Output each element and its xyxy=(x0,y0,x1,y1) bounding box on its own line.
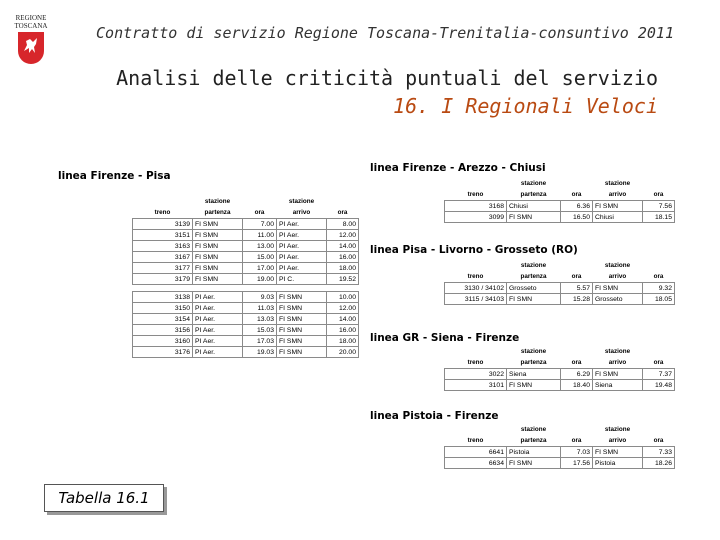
col-header-stazione-partenza xyxy=(507,346,561,369)
col-header-ora: ora xyxy=(337,209,348,216)
cell-ora-partenza: 16.50 xyxy=(561,212,593,223)
col-header-ora: ora xyxy=(254,209,265,216)
col-header-stazione-arrivo xyxy=(593,346,643,369)
table-row xyxy=(133,336,359,347)
cell-treno: 6641 xyxy=(445,447,507,458)
section-title-pistoia-firenze: linea Pistoia - Firenze xyxy=(370,410,499,422)
table-row xyxy=(133,347,359,358)
timetable-pistoia-firenze xyxy=(444,424,675,469)
cell-stazione-partenza: FI SMN xyxy=(507,294,561,305)
timetable-pisa-livorno-grosseto xyxy=(444,260,675,305)
table-row xyxy=(445,294,675,305)
cell-treno: 3115 / 34103 xyxy=(445,294,507,305)
cell-ora-arrivo: 7.56 xyxy=(643,201,675,212)
section-title-gr-siena-firenze: linea GR - Siena - Firenze xyxy=(370,332,520,344)
col-header-ora: ora xyxy=(571,437,582,444)
cell-stazione-partenza: FI SMN xyxy=(193,263,243,274)
cell-treno: 3022 xyxy=(445,369,507,380)
cell-treno: 3138 xyxy=(133,292,193,303)
cell-stazione-arrivo: PI Aer. xyxy=(277,252,327,263)
cell-stazione-arrivo: FI SMN xyxy=(277,325,327,336)
cell-stazione-partenza: Siena xyxy=(507,369,561,380)
cell-stazione-arrivo: Siena xyxy=(593,380,643,391)
col-header-arrivo: arrivo xyxy=(608,191,627,198)
cell-stazione-partenza: PI Aer. xyxy=(193,314,243,325)
cell-treno: 3176 xyxy=(133,347,193,358)
table-row xyxy=(445,369,675,380)
cell-treno: 3150 xyxy=(133,303,193,314)
cell-treno: 3130 / 34102 xyxy=(445,283,507,294)
cell-treno: 3101 xyxy=(445,380,507,391)
col-header-stazione: stazione xyxy=(288,198,315,205)
cell-stazione-partenza: FI SMN xyxy=(507,212,561,223)
col-header-treno: treno xyxy=(467,273,484,280)
cell-stazione-arrivo: PI Aer. xyxy=(277,230,327,241)
cell-ora-partenza: 17.00 xyxy=(243,263,277,274)
section-title-pisa-livorno-grosseto: linea Pisa - Livorno - Grosseto (RO) xyxy=(370,244,578,256)
cell-ora-partenza: 19.03 xyxy=(243,347,277,358)
cell-stazione-partenza: Pistoia xyxy=(507,447,561,458)
cell-stazione-partenza: FI SMN xyxy=(193,230,243,241)
page-title: Analisi delle criticità puntuali del servizio xyxy=(116,66,658,90)
cell-ora-arrivo: 19.48 xyxy=(643,380,675,391)
col-header-stazione: stazione xyxy=(604,262,631,269)
table-row xyxy=(133,292,359,303)
cell-ora-partenza: 15.00 xyxy=(243,252,277,263)
cell-ora-arrivo: 12.00 xyxy=(327,303,359,314)
cell-treno: 3168 xyxy=(445,201,507,212)
cell-stazione-partenza: FI SMN xyxy=(193,274,243,285)
col-header-stazione: stazione xyxy=(520,180,547,187)
cell-stazione-partenza: FI SMN xyxy=(507,458,561,469)
cell-treno: 3154 xyxy=(133,314,193,325)
tabella-label: Tabella 16.1 xyxy=(44,484,164,512)
col-header-stazione: stazione xyxy=(520,426,547,433)
cell-ora-partenza: 17.03 xyxy=(243,336,277,347)
table-row xyxy=(445,447,675,458)
col-header-ora: ora xyxy=(571,359,582,366)
cell-treno: 3167 xyxy=(133,252,193,263)
cell-ora-arrivo: 9.32 xyxy=(643,283,675,294)
col-header-stazione-partenza xyxy=(507,178,561,201)
col-header-ora: ora xyxy=(571,191,582,198)
col-header-stazione-partenza xyxy=(507,424,561,447)
col-header-stazione: stazione xyxy=(604,426,631,433)
table-row xyxy=(133,274,359,285)
cell-ora-arrivo: 14.00 xyxy=(327,314,359,325)
col-header-stazione: stazione xyxy=(520,348,547,355)
cell-ora-partenza: 15.28 xyxy=(561,294,593,305)
cell-stazione-arrivo: Grosseto xyxy=(593,294,643,305)
table-row xyxy=(133,241,359,252)
cell-ora-partenza: 15.03 xyxy=(243,325,277,336)
timetable-firenze-arezzo-chiusi xyxy=(444,178,675,223)
cell-ora-arrivo: 20.00 xyxy=(327,347,359,358)
cell-treno: 3179 xyxy=(133,274,193,285)
cell-treno: 3156 xyxy=(133,325,193,336)
cell-stazione-arrivo: FI SMN xyxy=(593,447,643,458)
cell-treno: 3139 xyxy=(133,219,193,230)
cell-stazione-arrivo: FI SMN xyxy=(277,314,327,325)
col-header-stazione: stazione xyxy=(520,262,547,269)
cell-ora-arrivo: 16.00 xyxy=(327,325,359,336)
cell-treno: 3163 xyxy=(133,241,193,252)
col-header-arrivo: arrivo xyxy=(608,359,627,366)
col-header-stazione-arrivo xyxy=(593,424,643,447)
cell-ora-partenza: 11.03 xyxy=(243,303,277,314)
col-header-ora: ora xyxy=(653,273,664,280)
cell-ora-arrivo: 12.00 xyxy=(327,230,359,241)
cell-stazione-arrivo: FI SMN xyxy=(593,369,643,380)
cell-ora-partenza: 19.00 xyxy=(243,274,277,285)
timetable-firenze-pisa xyxy=(132,196,359,358)
table-row xyxy=(133,263,359,274)
cell-stazione-partenza: PI Aer. xyxy=(193,303,243,314)
col-header-ora: ora xyxy=(653,191,664,198)
col-header-stazione-partenza xyxy=(507,260,561,283)
header-title: Contratto di servizio Regione Toscana-Trenitalia-consuntivo 2011 xyxy=(96,24,674,42)
cell-stazione-arrivo: FI SMN xyxy=(593,201,643,212)
col-header-treno: treno xyxy=(467,437,484,444)
cell-ora-partenza: 17.56 xyxy=(561,458,593,469)
cell-ora-arrivo: 8.00 xyxy=(327,219,359,230)
cell-ora-partenza: 13.00 xyxy=(243,241,277,252)
col-header-treno: treno xyxy=(154,209,171,216)
col-header-arrivo: arrivo xyxy=(292,209,311,216)
cell-stazione-partenza: PI Aer. xyxy=(193,336,243,347)
cell-ora-partenza: 6.36 xyxy=(561,201,593,212)
table-row xyxy=(133,303,359,314)
timetable-gr-siena-firenze xyxy=(444,346,675,391)
cell-stazione-partenza: PI Aer. xyxy=(193,347,243,358)
col-header-stazione: stazione xyxy=(604,180,631,187)
cell-treno: 3160 xyxy=(133,336,193,347)
col-header-arrivo: arrivo xyxy=(608,437,627,444)
cell-stazione-partenza: FI SMN xyxy=(193,241,243,252)
cell-stazione-arrivo: FI SMN xyxy=(277,303,327,314)
cell-stazione-arrivo: FI SMN xyxy=(593,283,643,294)
logo-text-1: REGIONE xyxy=(15,14,47,22)
cell-stazione-partenza: FI SMN xyxy=(193,219,243,230)
col-header-partenza: partenza xyxy=(204,209,231,216)
cell-stazione-arrivo: PI Aer. xyxy=(277,241,327,252)
table-row xyxy=(445,212,675,223)
cell-ora-partenza: 11.00 xyxy=(243,230,277,241)
cell-treno: 3177 xyxy=(133,263,193,274)
col-header-ora: ora xyxy=(653,359,664,366)
col-header-ora: ora xyxy=(653,437,664,444)
cell-ora-partenza: 5.57 xyxy=(561,283,593,294)
cell-ora-partenza: 7.03 xyxy=(561,447,593,458)
cell-ora-arrivo: 18.00 xyxy=(327,336,359,347)
section-title-firenze-pisa: linea Firenze - Pisa xyxy=(58,170,171,182)
col-header-partenza: partenza xyxy=(520,359,547,366)
col-header-treno: treno xyxy=(467,359,484,366)
cell-ora-partenza: 7.00 xyxy=(243,219,277,230)
cell-stazione-partenza: Chiusi xyxy=(507,201,561,212)
col-header-ora: ora xyxy=(571,273,582,280)
col-header-stazione-arrivo xyxy=(593,178,643,201)
table-row xyxy=(133,230,359,241)
table-row xyxy=(133,314,359,325)
cell-ora-arrivo: 10.00 xyxy=(327,292,359,303)
cell-stazione-arrivo: Pistoia xyxy=(593,458,643,469)
cell-ora-partenza: 13.03 xyxy=(243,314,277,325)
cell-ora-arrivo: 19.52 xyxy=(327,274,359,285)
cell-stazione-arrivo: FI SMN xyxy=(277,347,327,358)
cell-ora-partenza: 18.40 xyxy=(561,380,593,391)
col-header-stazione-arrivo xyxy=(593,260,643,283)
cell-stazione-partenza: PI Aer. xyxy=(193,292,243,303)
regione-toscana-logo xyxy=(10,14,52,72)
cell-ora-arrivo: 18.05 xyxy=(643,294,675,305)
table-row xyxy=(445,201,675,212)
col-header-stazione: stazione xyxy=(604,348,631,355)
logo-text-2: TOSCANA xyxy=(14,22,48,30)
page-subtitle: 16. I Regionali Veloci xyxy=(393,94,658,118)
cell-treno: 3151 xyxy=(133,230,193,241)
cell-stazione-arrivo: PI Aer. xyxy=(277,263,327,274)
cell-stazione-partenza: FI SMN xyxy=(507,380,561,391)
table-row xyxy=(445,458,675,469)
cell-ora-arrivo: 7.33 xyxy=(643,447,675,458)
col-header-stazione: stazione xyxy=(204,198,231,205)
cell-stazione-arrivo: PI C. xyxy=(277,274,327,285)
table-row xyxy=(133,325,359,336)
table-row xyxy=(133,252,359,263)
cell-ora-arrivo: 14.00 xyxy=(327,241,359,252)
table-row xyxy=(445,380,675,391)
cell-ora-arrivo: 18.26 xyxy=(643,458,675,469)
col-header-stazione-arrivo xyxy=(277,196,327,219)
col-header-stazione-partenza xyxy=(193,196,243,219)
col-header-arrivo: arrivo xyxy=(608,273,627,280)
cell-stazione-partenza: Grosseto xyxy=(507,283,561,294)
cell-stazione-partenza: PI Aer. xyxy=(193,325,243,336)
pegasus-crest-icon xyxy=(18,32,44,64)
cell-stazione-arrivo: PI Aer. xyxy=(277,219,327,230)
cell-stazione-arrivo: FI SMN xyxy=(277,292,327,303)
cell-ora-arrivo: 18.15 xyxy=(643,212,675,223)
cell-ora-arrivo: 18.00 xyxy=(327,263,359,274)
cell-treno: 6634 xyxy=(445,458,507,469)
cell-ora-partenza: 6.29 xyxy=(561,369,593,380)
section-title-firenze-arezzo-chiusi: linea Firenze - Arezzo - Chiusi xyxy=(370,162,546,174)
col-header-partenza: partenza xyxy=(520,273,547,280)
cell-ora-partenza: 9.03 xyxy=(243,292,277,303)
cell-ora-arrivo: 7.37 xyxy=(643,369,675,380)
col-header-partenza: partenza xyxy=(520,437,547,444)
cell-stazione-arrivo: FI SMN xyxy=(277,336,327,347)
col-header-treno: treno xyxy=(467,191,484,198)
cell-treno: 3099 xyxy=(445,212,507,223)
cell-ora-arrivo: 16.00 xyxy=(327,252,359,263)
cell-stazione-partenza: FI SMN xyxy=(193,252,243,263)
table-row xyxy=(133,219,359,230)
cell-stazione-arrivo: Chiusi xyxy=(593,212,643,223)
col-header-partenza: partenza xyxy=(520,191,547,198)
table-row xyxy=(445,283,675,294)
